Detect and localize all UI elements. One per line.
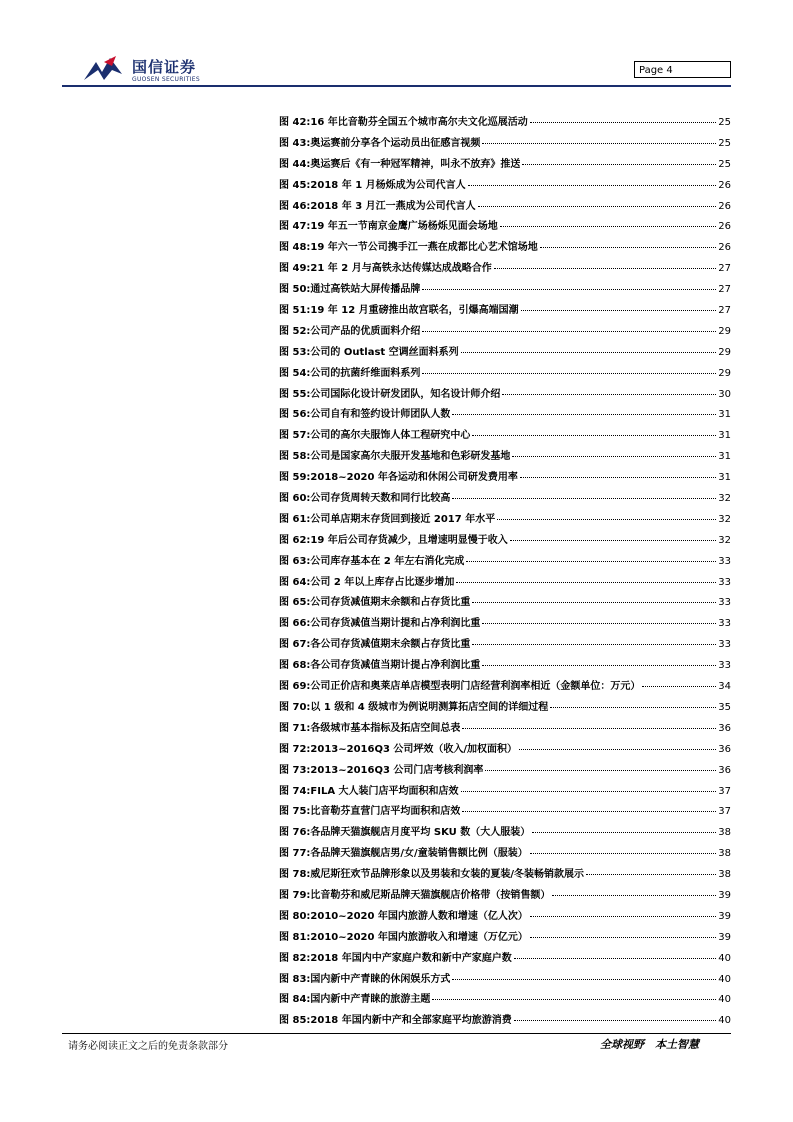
toc-leader-dots [530, 937, 716, 938]
toc-figure-label: 图 51: [279, 305, 311, 317]
brand-name-cn: 国信证券 [132, 58, 197, 76]
toc-page-number: 30 [718, 388, 731, 400]
toc-figure-title: 19 年五一节南京金鹰广场杨烁见面会场地 [310, 221, 498, 233]
toc-figure-title: 各级城市基本指标及拓店空间总表 [310, 722, 461, 734]
toc-entry[interactable] [279, 635, 731, 656]
toc-figure-label: 图 52: [279, 325, 311, 337]
toc-page-number: 31 [718, 451, 731, 463]
toc-page-number: 36 [718, 743, 731, 755]
toc-page-number: 38 [718, 848, 731, 860]
guosen-logo [82, 52, 212, 88]
toc-figure-title: 2010~2020 年国内旅游人数和增速（亿人次） [310, 910, 528, 922]
toc-entry[interactable] [279, 510, 731, 531]
toc-entry[interactable] [279, 238, 731, 259]
toc-leader-dots [482, 143, 716, 144]
toc-page-number: 32 [718, 513, 731, 525]
toc-figure-label: 图 64: [279, 576, 311, 588]
toc-page-number: 39 [718, 910, 731, 922]
toc-page-number: 40 [718, 994, 731, 1006]
toc-figure-title: 各品牌天猫旗舰店男/女/童装销售额比例（服装） [310, 848, 528, 860]
toc-figure-label: 图 78: [279, 869, 311, 881]
toc-figure-title: 奥运赛后《有一种冠军精神，叫永不放弃》推送 [310, 158, 521, 170]
toc-leader-dots [472, 602, 716, 603]
toc-leader-dots [468, 185, 717, 186]
toc-figure-label: 图 56: [279, 409, 311, 421]
toc-figure-title: 威尼斯狂欢节品牌形象以及男装和女装的夏装/冬装畅销款展示 [310, 869, 585, 881]
toc-figure-label: 图 47: [279, 221, 311, 233]
toc-entry[interactable] [279, 176, 731, 197]
toc-page-number: 29 [718, 367, 731, 379]
toc-entry[interactable] [279, 531, 731, 552]
toc-page-number: 37 [718, 806, 731, 818]
toc-entry[interactable] [279, 761, 731, 782]
toc-leader-dots [422, 331, 716, 332]
toc-page-number: 26 [718, 221, 731, 233]
toc-figure-title: 2018 年 3 月江一燕成为公司代言人 [310, 200, 476, 212]
toc-page-number: 40 [718, 1015, 731, 1027]
toc-page-number: 37 [718, 785, 731, 797]
toc-figure-label: 图 49: [279, 263, 311, 275]
toc-figure-title: 公司存货减值期末余额和占存货比重 [310, 597, 471, 609]
toc-entry[interactable] [279, 656, 731, 677]
toc-figure-label: 图 54: [279, 367, 311, 379]
toc-figure-label: 图 63: [279, 555, 311, 567]
toc-leader-dots [497, 519, 716, 520]
toc-leader-dots [494, 268, 717, 269]
toc-figure-label: 图 81: [279, 931, 311, 943]
toc-leader-dots [452, 414, 716, 415]
toc-entry[interactable] [279, 928, 731, 949]
toc-figure-label: 图 83: [279, 973, 311, 985]
toc-entry[interactable] [279, 468, 731, 489]
toc-page-number: 35 [718, 701, 731, 713]
toc-entry[interactable] [279, 113, 731, 134]
toc-figure-label: 图 50: [279, 284, 311, 296]
toc-figure-label: 图 76: [279, 827, 311, 839]
toc-page-number: 31 [718, 472, 731, 484]
toc-figure-label: 图 62: [279, 534, 311, 546]
toc-leader-dots [461, 352, 717, 353]
toc-figure-label: 图 68: [279, 660, 311, 672]
toc-figure-label: 图 85: [279, 1015, 311, 1027]
toc-page-number: 25 [718, 158, 731, 170]
toc-figure-label: 图 48: [279, 242, 311, 254]
toc-figure-title: 19 年后公司存货减少，且增速明显慢于收入 [310, 534, 508, 546]
toc-figure-title: 公司 2 年以上库存占比逐步增加 [310, 576, 455, 588]
toc-leader-dots [472, 644, 716, 645]
toc-leader-dots [452, 498, 716, 499]
toc-figure-title: 公司存货周转天数和同行比较高 [310, 493, 451, 505]
toc-figure-label: 图 53: [279, 346, 311, 358]
brand-name-en: GUOSEN SECURITIES [132, 76, 201, 83]
toc-leader-dots [462, 728, 716, 729]
toc-leader-dots [462, 811, 716, 812]
toc-page-number: 33 [718, 555, 731, 567]
toc-entry[interactable] [279, 405, 731, 426]
toc-page-number: 33 [718, 597, 731, 609]
toc-entry[interactable] [279, 844, 731, 865]
toc-entry[interactable] [279, 614, 731, 635]
toc-leader-dots [521, 310, 717, 311]
toc-figure-label: 图 84: [279, 994, 311, 1006]
toc-figure-title: 21 年 2 月与高铁永达传媒达成战略合作 [310, 263, 492, 275]
toc-entry[interactable] [279, 886, 731, 907]
toc-leader-dots [485, 770, 716, 771]
toc-leader-dots [530, 853, 717, 854]
toc-figure-label: 图 45: [279, 179, 311, 191]
toc-entry[interactable] [279, 155, 731, 176]
toc-entry[interactable] [279, 593, 731, 614]
page-header [0, 0, 793, 90]
toc-entry[interactable] [279, 698, 731, 719]
toc-figure-title: 公司产品的优质面料介绍 [310, 325, 421, 337]
toc-entry[interactable] [279, 217, 731, 238]
toc-leader-dots [500, 226, 716, 227]
toc-figure-title: 2013~2016Q3 公司坪效（收入/加权面积） [310, 743, 518, 755]
toc-figure-title: 公司自有和签约设计师团队人数 [310, 409, 451, 421]
toc-leader-dots [482, 665, 716, 666]
toc-figure-title: 2018 年国内中产家庭户数和新中产家庭户数 [310, 952, 512, 964]
toc-figure-label: 图 69: [279, 681, 311, 693]
toc-entry[interactable] [279, 301, 731, 322]
toc-leader-dots [422, 373, 716, 374]
toc-figure-label: 图 74: [279, 785, 311, 797]
toc-figure-label: 图 55: [279, 388, 311, 400]
toc-leader-dots [540, 247, 716, 248]
toc-entry[interactable] [279, 280, 731, 301]
toc-entry[interactable] [279, 677, 731, 698]
toc-entry[interactable] [279, 719, 731, 740]
toc-figure-label: 图 80: [279, 910, 311, 922]
toc-entry[interactable] [279, 364, 731, 385]
toc-leader-dots [466, 561, 716, 562]
toc-figure-label: 图 73: [279, 764, 311, 776]
toc-figure-title: 公司存货减值当期计提和占净利润比重 [310, 618, 481, 630]
toc-leader-dots [530, 122, 716, 123]
toc-page-number: 26 [718, 179, 731, 191]
toc-figure-title: 奥运赛前分享各个运动员出征感言视频 [310, 137, 481, 149]
footer-divider [62, 1033, 731, 1034]
toc-leader-dots [432, 999, 716, 1000]
toc-entry[interactable] [279, 447, 731, 468]
toc-figure-title: 公司库存基本在 2 年左右消化完成 [310, 555, 465, 567]
guosen-logo-icon [82, 56, 126, 84]
toc-figure-title: 2010~2020 年国内旅游收入和增速（万亿元） [310, 931, 528, 943]
toc-entry[interactable] [279, 489, 731, 510]
toc-figure-title: 各公司存货减值期末余额占存货比重 [310, 639, 471, 651]
toc-entry[interactable] [279, 573, 731, 594]
toc-leader-dots [512, 456, 716, 457]
toc-figure-label: 图 42: [279, 117, 311, 128]
toc-figure-label: 图 75: [279, 806, 311, 818]
toc-leader-dots [532, 832, 716, 833]
toc-figure-title: 各品牌天猫旗舰店月度平均 SKU 数（大人服装） [310, 827, 531, 839]
page-number-box: Page 4 [634, 61, 731, 78]
toc-leader-dots [550, 707, 716, 708]
toc-figure-label: 图 72: [279, 743, 311, 755]
toc-figure-title: 公司的高尔夫服饰人体工程研究中心 [310, 430, 471, 442]
toc-figure-title: 2018 年 1 月杨烁成为公司代言人 [310, 179, 466, 191]
toc-page-number: 38 [718, 827, 731, 839]
toc-figure-label: 图 70: [279, 701, 311, 713]
toc-page-number: 39 [718, 889, 731, 901]
toc-entry[interactable] [279, 259, 731, 280]
toc-entry[interactable] [279, 907, 731, 928]
toc-figure-label: 图 65: [279, 597, 311, 609]
toc-leader-dots [586, 874, 716, 875]
toc-entry[interactable] [279, 740, 731, 761]
toc-entry[interactable] [279, 426, 731, 447]
toc-page-number: 33 [718, 639, 731, 651]
toc-entry[interactable] [279, 322, 731, 343]
toc-page-number: 26 [718, 200, 731, 212]
toc-page-number: 34 [718, 681, 731, 693]
toc-entry[interactable] [279, 552, 731, 573]
toc-leader-dots [530, 916, 716, 917]
toc-figure-label: 图 82: [279, 952, 311, 964]
toc-page-number: 38 [718, 869, 731, 881]
toc-entry[interactable] [279, 1011, 731, 1032]
toc-figure-label: 图 77: [279, 848, 311, 860]
figure-index-list [279, 113, 731, 1032]
toc-leader-dots [456, 582, 716, 583]
toc-leader-dots [514, 958, 717, 959]
toc-entry[interactable] [279, 865, 731, 886]
toc-page-number: 36 [718, 764, 731, 776]
toc-page-number: 33 [718, 618, 731, 630]
toc-entry[interactable] [279, 970, 731, 991]
toc-page-number: 25 [718, 117, 731, 128]
toc-leader-dots [520, 477, 716, 478]
toc-entry[interactable] [279, 990, 731, 1011]
toc-entry[interactable] [279, 197, 731, 218]
toc-leader-dots [552, 895, 716, 896]
toc-page-number: 29 [718, 346, 731, 358]
toc-figure-label: 图 43: [279, 137, 311, 149]
toc-page-number: 33 [718, 576, 731, 588]
toc-figure-title: 16 年比音勒芬全国五个城市高尔夫文化巡展活动 [310, 117, 528, 128]
footer-slogan: 全球视野 本土智慧 [600, 1038, 699, 1051]
toc-figure-title: 2018~2020 年各运动和休闲公司研发费用率 [310, 472, 518, 484]
toc-page-number: 27 [718, 263, 731, 275]
toc-leader-dots [452, 979, 716, 980]
toc-leader-dots [522, 164, 716, 165]
toc-entry[interactable] [279, 385, 731, 406]
toc-leader-dots [422, 289, 716, 290]
toc-page-number: 40 [718, 952, 731, 964]
toc-figure-title: 公司正价店和奥莱店单店模型表明门店经营利润率相近（金额单位：万元） [310, 681, 641, 693]
toc-figure-title: 19 年 12 月重磅推出故宫联名，引爆高端国潮 [310, 305, 519, 317]
toc-figure-title: 国内新中产青睐的旅游主题 [310, 994, 431, 1006]
toc-page-number: 31 [718, 409, 731, 421]
toc-figure-label: 图 44: [279, 158, 311, 170]
toc-entry[interactable] [279, 949, 731, 970]
toc-page-number: 32 [718, 534, 731, 546]
toc-figure-title: 2013~2016Q3 公司门店考核利润率 [310, 764, 484, 776]
toc-figure-label: 图 67: [279, 639, 311, 651]
toc-leader-dots [519, 749, 716, 750]
toc-figure-title: 19 年六一节公司携手江一燕在成都比心艺术馆场地 [310, 242, 538, 254]
toc-leader-dots [514, 1020, 717, 1021]
toc-figure-title: 以 1 级和 4 级城市为例说明测算拓店空间的详细过程 [310, 701, 549, 713]
toc-page-number: 27 [718, 305, 731, 317]
toc-leader-dots [472, 435, 716, 436]
toc-figure-title: 公司的 Outlast 空调丝面料系列 [310, 346, 459, 358]
toc-figure-title: 公司单店期末存货回到接近 2017 年水平 [310, 513, 496, 525]
toc-entry[interactable] [279, 134, 731, 155]
toc-leader-dots [510, 540, 716, 541]
toc-page-number: 25 [718, 137, 731, 149]
header-divider [62, 85, 731, 87]
toc-figure-label: 图 59: [279, 472, 311, 484]
toc-entry[interactable] [279, 343, 731, 364]
toc-figure-title: 国内新中产青睐的休闲娱乐方式 [310, 973, 451, 985]
toc-entry[interactable] [279, 802, 731, 823]
toc-figure-title: FILA 大人装门店平均面积和店效 [310, 785, 459, 797]
toc-figure-title: 通过高铁站大屏传播品牌 [310, 284, 421, 296]
toc-figure-title: 公司的抗菌纤维面料系列 [310, 367, 421, 379]
footer-disclaimer: 请务必阅读正文之后的免责条款部分 [68, 1041, 228, 1052]
toc-leader-dots [502, 394, 716, 395]
toc-leader-dots [478, 206, 717, 207]
toc-figure-title: 公司是国家高尔夫服开发基地和色彩研发基地 [310, 451, 511, 463]
toc-figure-title: 各公司存货减值当期计提占净利润比重 [310, 660, 481, 672]
toc-page-number: 32 [718, 493, 731, 505]
toc-figure-label: 图 57: [279, 430, 311, 442]
toc-figure-title: 比音勒芬和威尼斯品牌天猫旗舰店价格带（按销售额） [310, 889, 551, 901]
toc-entry[interactable] [279, 782, 731, 803]
toc-figure-label: 图 79: [279, 889, 311, 901]
toc-leader-dots [642, 686, 716, 687]
toc-page-number: 29 [718, 325, 731, 337]
toc-page-number: 39 [718, 931, 731, 943]
toc-figure-label: 图 58: [279, 451, 311, 463]
toc-figure-label: 图 66: [279, 618, 311, 630]
toc-page-number: 27 [718, 284, 731, 296]
toc-figure-title: 比音勒芬直营门店平均面积和店效 [310, 806, 461, 818]
toc-figure-title: 公司国际化设计研发团队，知名设计师介绍 [310, 388, 501, 400]
toc-figure-label: 图 46: [279, 200, 311, 212]
toc-page-number: 26 [718, 242, 731, 254]
toc-figure-label: 图 61: [279, 513, 311, 525]
toc-page-number: 36 [718, 722, 731, 734]
toc-figure-title: 2018 年国内新中产和全部家庭平均旅游消费 [310, 1015, 512, 1027]
toc-page-number: 33 [718, 660, 731, 672]
toc-leader-dots [461, 791, 717, 792]
toc-figure-label: 图 71: [279, 722, 311, 734]
toc-page-number: 31 [718, 430, 731, 442]
toc-page-number: 40 [718, 973, 731, 985]
toc-figure-label: 图 60: [279, 493, 311, 505]
toc-entry[interactable] [279, 823, 731, 844]
toc-leader-dots [482, 623, 716, 624]
